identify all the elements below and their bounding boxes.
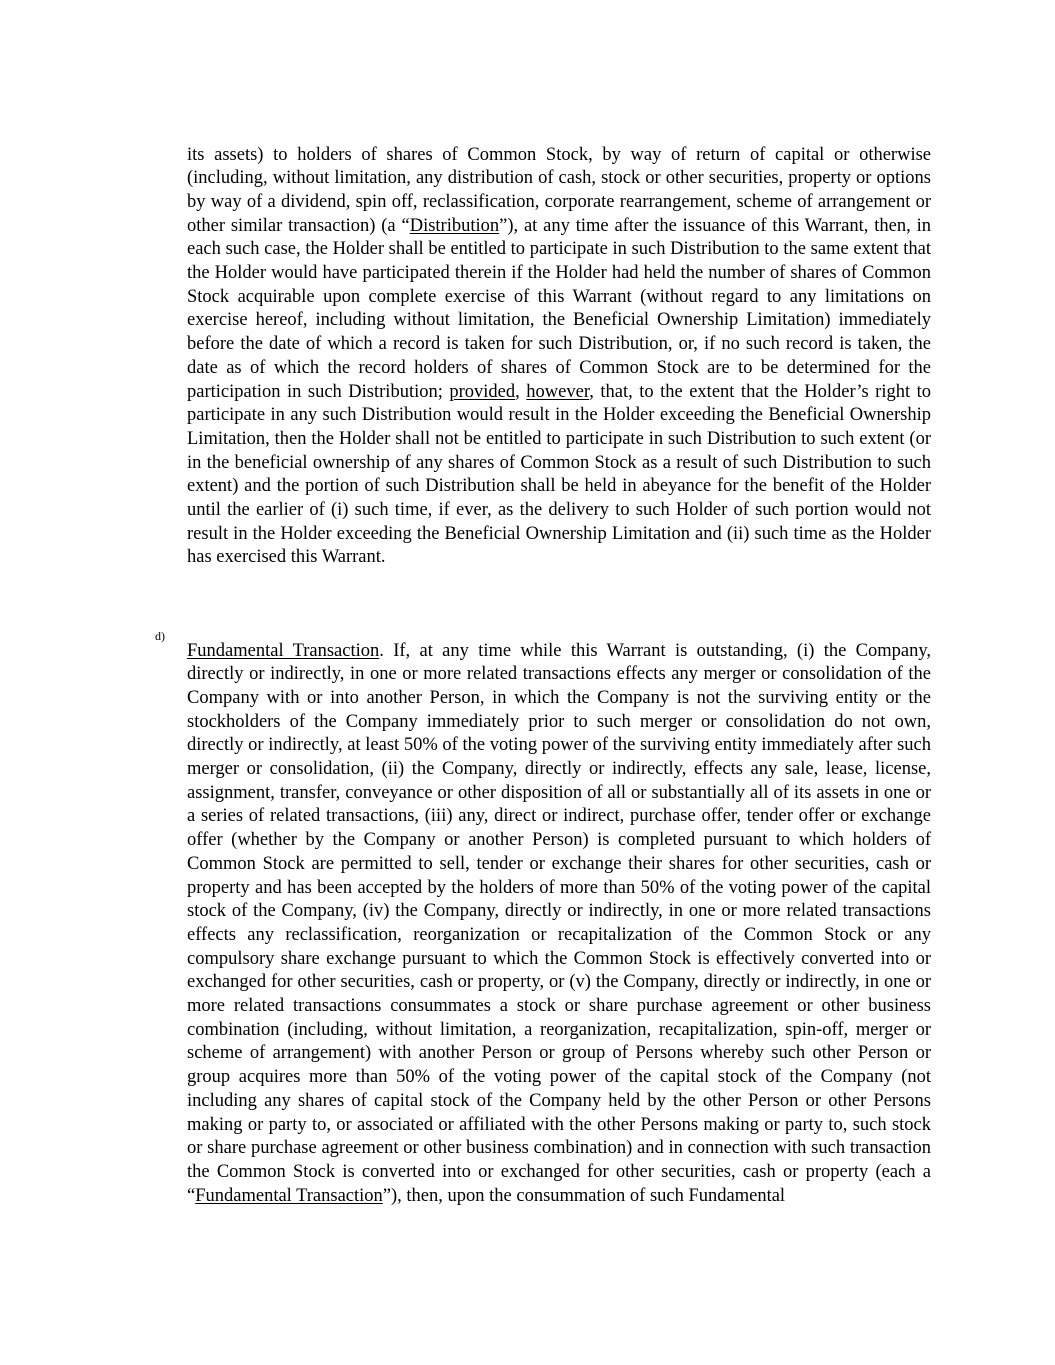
term-separator: , — [515, 381, 527, 402]
paragraph-c-text-1: its assets) to holders of shares of Common Stock, by way of return of capital or otherwise (including, without limitation, any distribution of cash, stock or other securities, property or options by way of a dividend, spin off, reclassification, corporate rearrangement, scheme of arrangement or other similar transaction) (a “ — [187, 144, 931, 236]
paragraph-c-text-3: , that, to the extent that the Holder’s right to participate in any such Distribution would result in the Holder exceeding the Beneficial Ownership Limitation, then the Holder shall not be entitled to participate in such Distribution to such extent (or in the beneficial ownership of any shares of Common Stock as a result of such Distribution to such extent) and the portion of such Distribution shall be held in abeyance for the benefit of the Holder until the earlier of (i) such time, if ever, as the delivery to such Holder of such portion would not result in the Holder exceeding the Beneficial Ownership Limitation and (ii) such time as the Holder has exercised this Warrant. — [187, 381, 932, 568]
section-d-heading: Fundamental Transaction — [187, 640, 380, 661]
term-however: however — [526, 381, 590, 402]
term-provided: provided — [449, 381, 516, 402]
defined-term-distribution: Distribution — [409, 215, 500, 236]
paragraph-c-text-2: ”), at any time after the issuance of this Warrant, then, in each such case, the Holder shall be entitled to participate in such Distribution to the same extent that the Holder would have participated therein if the Holder had held the number of shares of Common Stock acquirable upon complete exercise of this Warrant (without regard to any limitations on exercise hereof, including without limitation, the Beneficial Ownership Limitation) immediately before the date of which a record is taken for such Distribution, or, if no such record is taken, the date as of which the record holders of shares of Common Stock are to be determined for the participation in such Distribution; — [187, 215, 931, 402]
paragraph-d-text-1: . If, at any time while this Warrant is outstanding, (i) the Company, directly or indirectly, in one or more related transactions effects any merger or consolidation of the Company with or into another Person, in which the Company is not the surviving entity or the stockholders of the Company immediately prior to such merger or consolidation do not own, directly or indirectly, at least 50% of the voting power of the surviving entity immediately after such merger or consolidation, (ii) the Company, directly or indirectly, effects any sale, lease, license, assignment, transfer, conveyance or other disposition of all or substantially all of its assets in one or a series of related transactions, (iii) any, direct or indirect, purchase offer, tender offer or exchange offer (whether by the Company or another Person) is completed pursuant to which holders of Common Stock are permitted to sell, tender or exchange their shares for other securities, cash or property and has been accepted by the holders of more than 50% of the voting power of the capital stock of the Company, (iv) the Company, directly or indirectly, in one or more related transactions effects any reclassification, reorganization or recapitalization of the Common Stock or any compulsory share exchange pursuant to which the Common Stock is effectively converted into or exchanged for other securities, cash or property, or (v) the Company, directly or indirectly, in one or more related transactions consummates a stock or share purchase agreement or other business combination (including, without limitation, a reorganization, recapitalization, spin-off, merger or scheme of arrangement) with another Person or group of Persons whereby such other Person or group acquires more than 50% of the voting power of the capital stock of the Company (not including any shares of capital stock of the Company held by the other Person or other Persons making or party to, or associated or affiliated with the other Persons making or party to, such stock or share purchase agreement or other business combination) and in connection with such transaction the Common Stock is converted into or exchanged for other securities, cash or property (each a “ — [187, 640, 931, 1206]
paragraph-d-fundamental-transaction — [187, 640, 931, 1209]
paragraph-d-text-2: ”), then, upon the consummation of such Fundamental — [382, 1185, 786, 1206]
section-d-marker: d) — [155, 629, 165, 643]
paragraph-c-continuation — [187, 144, 931, 571]
defined-term-fundamental-transaction: Fundamental Transaction — [195, 1185, 383, 1206]
